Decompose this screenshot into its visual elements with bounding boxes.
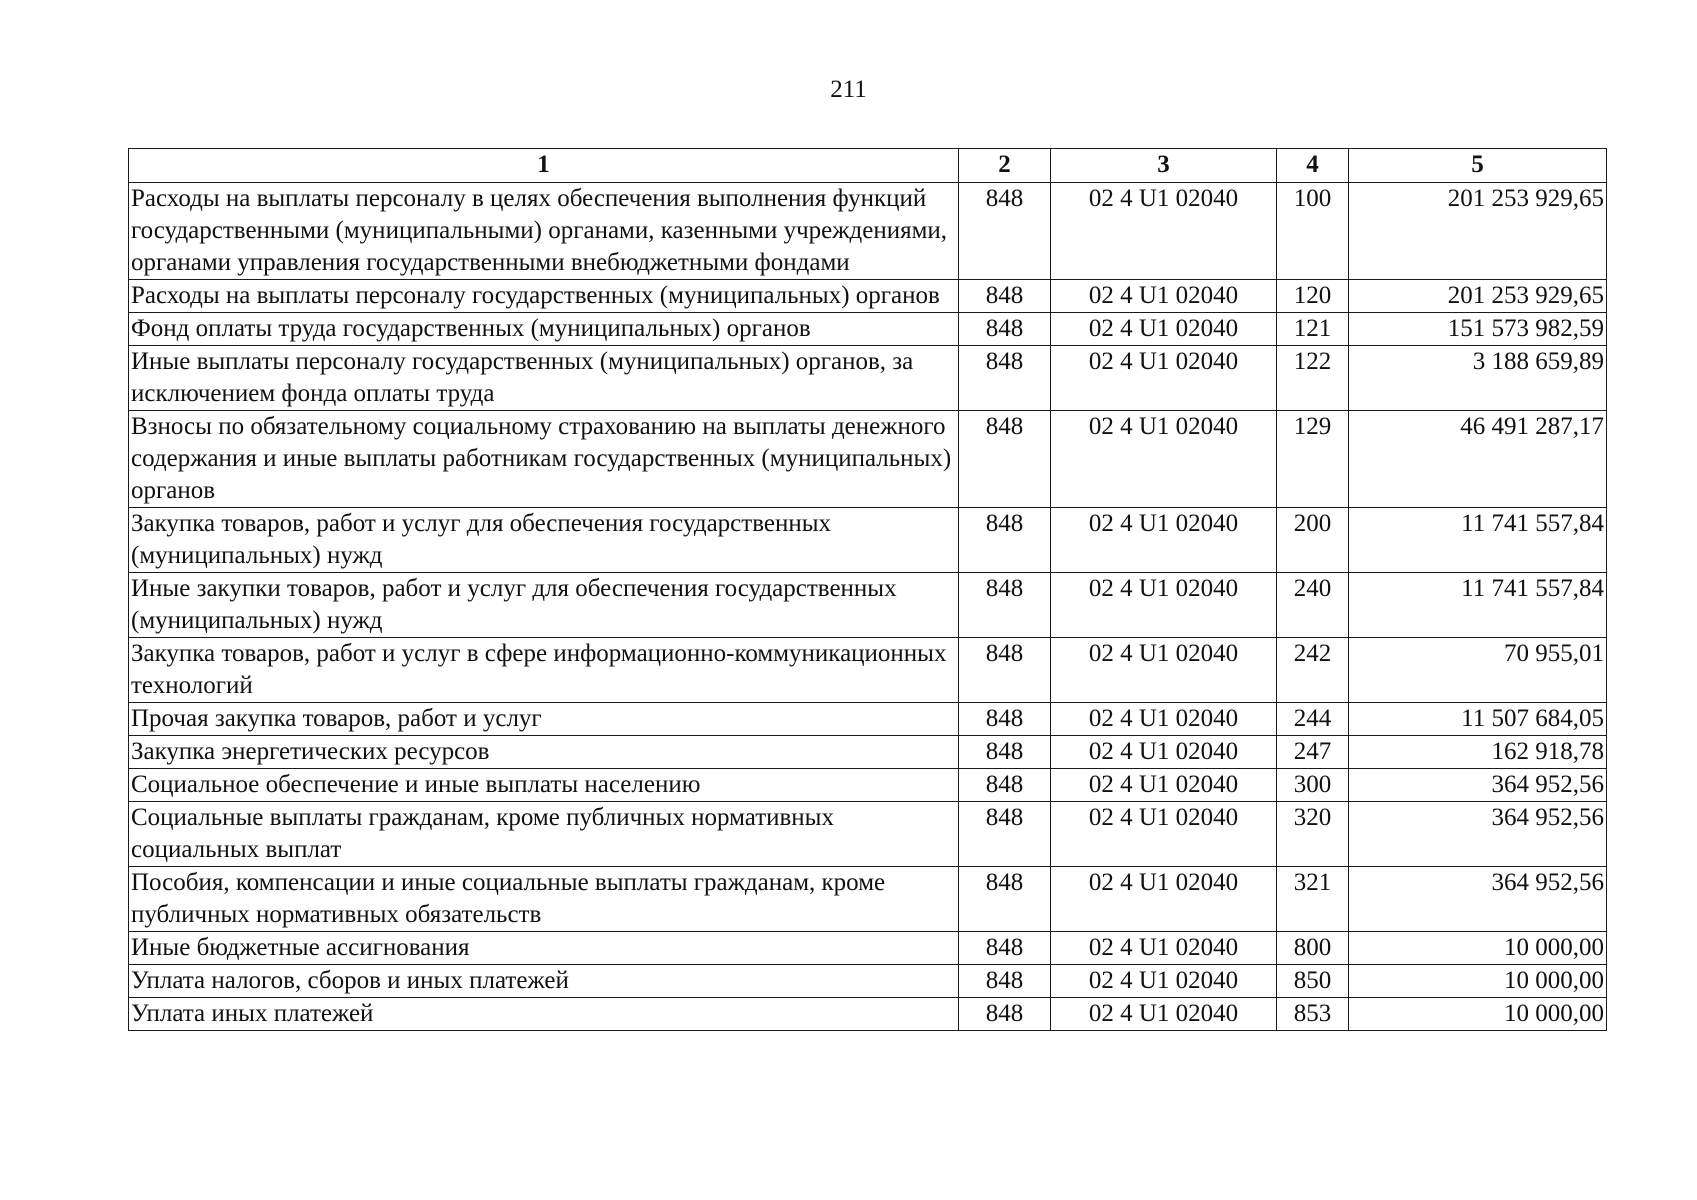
row-csr: 02 4 U1 02040: [1051, 736, 1277, 769]
row-amount: 364 952,56: [1349, 769, 1607, 802]
row-ved: 848: [959, 508, 1051, 573]
row-amount: 10 000,00: [1349, 998, 1607, 1031]
table-row: [129, 573, 1607, 638]
row-ved: 848: [959, 183, 1051, 280]
row-ved: 848: [959, 998, 1051, 1031]
table-row: [129, 280, 1607, 313]
header-col-5: 5: [1349, 149, 1607, 183]
row-name: Иные закупки товаров, работ и услуг для обеспечения государственных (муниципальных) нужд: [129, 573, 959, 638]
row-amount: 70 955,01: [1349, 638, 1607, 703]
row-amount: 162 918,78: [1349, 736, 1607, 769]
row-vr: 122: [1277, 346, 1349, 411]
row-ved: 848: [959, 313, 1051, 346]
row-vr: 853: [1277, 998, 1349, 1031]
header-col-2: 2: [959, 149, 1051, 183]
header-row: [129, 149, 1607, 183]
row-amount: 201 253 929,65: [1349, 280, 1607, 313]
table-row: [129, 346, 1607, 411]
row-vr: 100: [1277, 183, 1349, 280]
row-ved: 848: [959, 703, 1051, 736]
row-csr: 02 4 U1 02040: [1051, 769, 1277, 802]
row-csr: 02 4 U1 02040: [1051, 280, 1277, 313]
row-csr: 02 4 U1 02040: [1051, 508, 1277, 573]
row-vr: 300: [1277, 769, 1349, 802]
row-amount: 10 000,00: [1349, 965, 1607, 998]
row-name: Фонд оплаты труда государственных (муниципальных) органов: [129, 313, 959, 346]
row-ved: 848: [959, 411, 1051, 508]
row-ved: 848: [959, 769, 1051, 802]
table-row: [129, 411, 1607, 508]
table-row: [129, 313, 1607, 346]
row-name: Уплата иных платежей: [129, 998, 959, 1031]
row-ved: 848: [959, 802, 1051, 867]
row-name: Закупка энергетических ресурсов: [129, 736, 959, 769]
row-amount: 3 188 659,89: [1349, 346, 1607, 411]
row-ved: 848: [959, 736, 1051, 769]
row-name: Закупка товаров, работ и услуг в сфере информационно-коммуникационных технологий: [129, 638, 959, 703]
row-name: Пособия, компенсации и иные социальные выплаты гражданам, кроме публичных нормативных обязательств: [129, 867, 959, 932]
row-name: Расходы на выплаты персоналу государственных (муниципальных) органов: [129, 280, 959, 313]
row-csr: 02 4 U1 02040: [1051, 183, 1277, 280]
row-csr: 02 4 U1 02040: [1051, 998, 1277, 1031]
row-vr: 320: [1277, 802, 1349, 867]
row-name: Расходы на выплаты персоналу в целях обеспечения выполнения функций государственными (муниципальными) органами, казенными учреждениями, органами управления государственными внебюджетными фондами: [129, 183, 959, 280]
table-row: [129, 638, 1607, 703]
header-col-1: 1: [129, 149, 959, 183]
row-csr: 02 4 U1 02040: [1051, 932, 1277, 965]
row-csr: 02 4 U1 02040: [1051, 703, 1277, 736]
table-row: [129, 508, 1607, 573]
row-vr: 240: [1277, 573, 1349, 638]
row-name: Иные выплаты персоналу государственных (муниципальных) органов, за исключением фонда оплаты труда: [129, 346, 959, 411]
row-name: Социальные выплаты гражданам, кроме публичных нормативных социальных выплат: [129, 802, 959, 867]
row-vr: 129: [1277, 411, 1349, 508]
row-csr: 02 4 U1 02040: [1051, 965, 1277, 998]
row-vr: 321: [1277, 867, 1349, 932]
row-amount: 11 741 557,84: [1349, 508, 1607, 573]
row-name: Взносы по обязательному социальному страхованию на выплаты денежного содержания и иные выплаты работникам государственных (муниципальных) органов: [129, 411, 959, 508]
row-vr: 800: [1277, 932, 1349, 965]
row-csr: 02 4 U1 02040: [1051, 411, 1277, 508]
row-csr: 02 4 U1 02040: [1051, 802, 1277, 867]
row-vr: 242: [1277, 638, 1349, 703]
row-ved: 848: [959, 965, 1051, 998]
table-row: [129, 769, 1607, 802]
row-amount: 46 491 287,17: [1349, 411, 1607, 508]
row-csr: 02 4 U1 02040: [1051, 313, 1277, 346]
row-amount: 151 573 982,59: [1349, 313, 1607, 346]
row-csr: 02 4 U1 02040: [1051, 867, 1277, 932]
row-csr: 02 4 U1 02040: [1051, 638, 1277, 703]
table-row: [129, 965, 1607, 998]
row-ved: 848: [959, 932, 1051, 965]
row-ved: 848: [959, 638, 1051, 703]
row-amount: 11 741 557,84: [1349, 573, 1607, 638]
row-amount: 11 507 684,05: [1349, 703, 1607, 736]
row-amount: 364 952,56: [1349, 802, 1607, 867]
row-vr: 200: [1277, 508, 1349, 573]
row-ved: 848: [959, 280, 1051, 313]
row-vr: 120: [1277, 280, 1349, 313]
row-vr: 244: [1277, 703, 1349, 736]
row-amount: 364 952,56: [1349, 867, 1607, 932]
row-csr: 02 4 U1 02040: [1051, 573, 1277, 638]
row-ved: 848: [959, 346, 1051, 411]
table-row: [129, 998, 1607, 1031]
table-row: [129, 802, 1607, 867]
row-name: Закупка товаров, работ и услуг для обеспечения государственных (муниципальных) нужд: [129, 508, 959, 573]
row-vr: 247: [1277, 736, 1349, 769]
row-ved: 848: [959, 573, 1051, 638]
row-vr: 850: [1277, 965, 1349, 998]
row-amount: 201 253 929,65: [1349, 183, 1607, 280]
row-vr: 121: [1277, 313, 1349, 346]
row-ved: 848: [959, 867, 1051, 932]
table-row: [129, 867, 1607, 932]
table-body: [129, 183, 1607, 1031]
table-row: [129, 932, 1607, 965]
row-csr: 02 4 U1 02040: [1051, 346, 1277, 411]
budget-table: [128, 148, 1607, 1031]
row-amount: 10 000,00: [1349, 932, 1607, 965]
table-row: [129, 703, 1607, 736]
page-number: 211: [830, 76, 867, 103]
row-name: Прочая закупка товаров, работ и услуг: [129, 703, 959, 736]
row-name: Социальное обеспечение и иные выплаты населению: [129, 769, 959, 802]
row-name: Иные бюджетные ассигнования: [129, 932, 959, 965]
header-col-4: 4: [1277, 149, 1349, 183]
table-row: [129, 736, 1607, 769]
row-name: Уплата налогов, сборов и иных платежей: [129, 965, 959, 998]
table-row: [129, 183, 1607, 280]
header-col-3: 3: [1051, 149, 1277, 183]
